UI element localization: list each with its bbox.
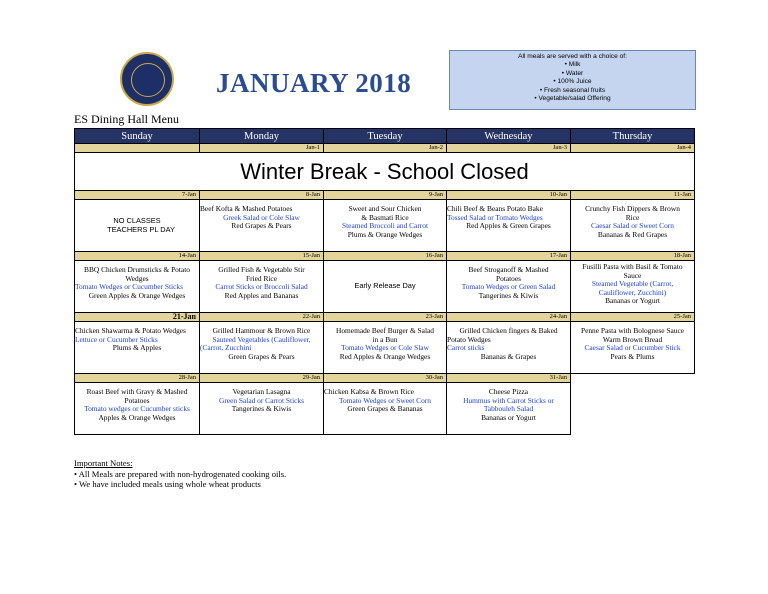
date-cell: 10-Jan bbox=[447, 191, 571, 200]
menu-line: Cheese Pizza bbox=[488, 387, 529, 396]
early-release-label: Early Release Day bbox=[354, 281, 416, 291]
date-row bbox=[75, 191, 695, 200]
date-row bbox=[75, 313, 695, 322]
menu-line: Steamed Vegetable (Carrot, bbox=[591, 279, 674, 289]
notice-item: • 100% Juice bbox=[553, 78, 592, 86]
menu-cell-tuesday bbox=[324, 322, 447, 374]
menu-calendar bbox=[74, 128, 695, 435]
menu-line: Carrot sticks bbox=[447, 344, 485, 353]
notice-item: • Vegetable/salad Offering bbox=[534, 95, 611, 103]
date-row bbox=[75, 252, 695, 261]
menu-line: Hummus with Carrot Sticks or bbox=[463, 395, 554, 405]
meal-notice-box bbox=[449, 50, 696, 110]
menu-line: Red Apples & Orange Wedges bbox=[339, 351, 431, 361]
date-cell: 14-Jan bbox=[75, 252, 200, 261]
note-item: • All Meals are prepared with non-hydrogenated cooking oils. bbox=[74, 468, 287, 479]
menu-line: Plums & Orange Wedges bbox=[347, 229, 423, 239]
menu-cell-tuesday bbox=[324, 200, 447, 252]
menu-line: Sweet and Sour Chicken bbox=[348, 204, 422, 213]
menu-line: Green Apples & Orange Wedges bbox=[88, 290, 186, 300]
menu-line: Steamed Broccoli and Carrot bbox=[342, 221, 428, 231]
day-header-tuesday: Tuesday bbox=[324, 129, 447, 144]
menu-line: Tomato Wedges or Sweet Corn bbox=[339, 395, 431, 405]
empty-date-cell bbox=[571, 374, 695, 383]
menu-line: Grilled Chicken fingers & Baked bbox=[459, 326, 558, 335]
menu-cell-monday bbox=[200, 200, 324, 252]
winter-break-banner: Winter Break - School Closed bbox=[75, 153, 695, 191]
menu-line: Grilled Hammour & Brown Rice bbox=[212, 326, 311, 335]
date-cell: 28-Jan bbox=[75, 374, 200, 383]
menu-line: Roast Beef with Gravy & Mashed bbox=[86, 387, 188, 396]
menu-line: Vegetarian Lasagna bbox=[232, 387, 291, 396]
menu-line: Potatoes bbox=[495, 273, 522, 283]
date-cell: 25-Jan bbox=[571, 313, 695, 322]
date-cell: 15-Jan bbox=[200, 252, 324, 261]
menu-line: Carrot Sticks or Broccoli Salad bbox=[215, 282, 308, 292]
date-cell: 17-Jan bbox=[447, 252, 571, 261]
menu-cell-tuesday bbox=[324, 383, 447, 435]
menu-line: BBQ Chicken Drumsticks & Potato bbox=[84, 265, 190, 274]
day-header-thursday: Thursday bbox=[571, 129, 695, 144]
menu-line: Green Salad or Carrot Sticks bbox=[219, 395, 304, 405]
menu-line: Cauliflower, Zucchini) bbox=[598, 287, 667, 297]
early-release-cell bbox=[324, 261, 447, 313]
school-seal-logo bbox=[120, 52, 174, 106]
menu-cell-thursday bbox=[571, 261, 695, 313]
menu-cell-monday bbox=[200, 261, 324, 313]
menu-line: Crunchy Fish Dippers & Brown bbox=[585, 204, 680, 213]
date-row bbox=[75, 144, 695, 153]
menu-line: Chicken Shawarma & Potato Wedges bbox=[75, 327, 186, 335]
menu-cell-sunday bbox=[75, 322, 200, 374]
menu-cell-wednesday bbox=[447, 383, 571, 435]
menu-cell-thursday bbox=[571, 322, 695, 374]
menu-line: Homemade Beef Burger & Salad bbox=[336, 326, 434, 335]
menu-line: Tomato Wedges or Green Salad bbox=[461, 282, 556, 292]
date-cell bbox=[75, 144, 200, 153]
menu-line: Fusilli Pasta with Basil & Tomato bbox=[582, 262, 683, 271]
menu-line: Carrot, Zucchini) bbox=[200, 344, 252, 353]
menu-line: in a Bun bbox=[372, 334, 398, 344]
date-cell: 30-Jan bbox=[324, 374, 447, 383]
date-cell: Jan-1 bbox=[200, 144, 324, 153]
menu-row bbox=[75, 383, 695, 435]
menu-line: Penne Pasta with Bolognese Sauce bbox=[580, 326, 685, 335]
menu-line: Tomato wedges or Cucumber sticks bbox=[84, 404, 190, 414]
menu-line: Greek Salad or Cole Slaw bbox=[223, 212, 300, 222]
date-cell: 11-Jan bbox=[571, 191, 695, 200]
menu-line: Beef Stroganoff & Mashed bbox=[468, 265, 549, 274]
menu-cell-thursday bbox=[571, 200, 695, 252]
menu-cell-wednesday bbox=[447, 322, 571, 374]
notice-item: • Fresh seasonal fruits bbox=[539, 86, 606, 94]
menu-cell-wednesday bbox=[447, 261, 571, 313]
menu-line: Potatoes bbox=[124, 395, 150, 405]
menu-line: Red Grapes & Pears bbox=[231, 221, 292, 231]
notice-item: • Milk bbox=[564, 61, 581, 69]
menu-line: Beef Kofta & Mashed Potatoes bbox=[200, 205, 293, 213]
menu-line: Pears & Plums bbox=[610, 351, 655, 361]
menu-cell-monday bbox=[200, 322, 324, 374]
menu-line: Green Grapes & Bananas bbox=[347, 404, 423, 414]
menu-line: Tomato Wedges or Cucumber Sticks bbox=[75, 283, 183, 292]
important-notes bbox=[74, 458, 286, 490]
date-cell: 23-Jan bbox=[324, 313, 447, 322]
day-header-monday: Monday bbox=[200, 129, 324, 144]
date-cell: 21-Jan bbox=[75, 313, 200, 322]
menu-line: Sauteed Vegetables (Cauliflower, bbox=[212, 334, 311, 344]
date-cell: 7-Jan bbox=[75, 191, 200, 200]
menu-line: Sauce bbox=[623, 270, 642, 280]
date-cell: 24-Jan bbox=[447, 313, 571, 322]
date-cell: 29-Jan bbox=[200, 374, 324, 383]
menu-line: Red Apples & Green Grapes bbox=[466, 221, 551, 231]
date-cell: 9-Jan bbox=[324, 191, 447, 200]
menu-line: TEACHERS PL DAY bbox=[107, 224, 175, 234]
menu-line: Bananas & Grapes bbox=[480, 351, 537, 361]
menu-line: Bananas or Yogurt bbox=[481, 412, 536, 422]
date-cell: 18-Jan bbox=[571, 252, 695, 261]
menu-line: Tangerines & Kiwis bbox=[231, 404, 292, 414]
menu-row bbox=[75, 261, 695, 313]
date-cell: Jan-3 bbox=[447, 144, 571, 153]
menu-line: Chicken Kabsa & Brown Rice bbox=[324, 388, 414, 396]
menu-row bbox=[75, 200, 695, 252]
menu-line: Rice bbox=[625, 212, 640, 222]
day-header-sunday: Sunday bbox=[75, 129, 200, 144]
menu-line: Tabbouleh Salad bbox=[483, 404, 534, 414]
weekday-header-row bbox=[75, 129, 695, 144]
menu-line: Green Grapes & Pears bbox=[228, 351, 295, 361]
empty-menu-cell bbox=[571, 383, 695, 435]
notes-heading: Important Notes: bbox=[74, 458, 133, 468]
menu-line: Tossed Salad or Tomato Wedges bbox=[447, 213, 543, 222]
menu-cell-sunday bbox=[75, 383, 200, 435]
page-title: JANUARY 2018 bbox=[216, 68, 412, 98]
menu-cell-wednesday bbox=[447, 200, 571, 252]
note-item: • We have included meals using whole wheat products bbox=[74, 479, 261, 489]
menu-line: Lettuce or Cucumber Sticks bbox=[75, 335, 158, 344]
notice-item: • Water bbox=[561, 69, 584, 77]
date-cell: 16-Jan bbox=[324, 252, 447, 261]
date-cell: 22-Jan bbox=[200, 313, 324, 322]
menu-line: Red Apples and Bananas bbox=[224, 290, 299, 300]
menu-line: Caesar Salad or Sweet Corn bbox=[591, 221, 674, 231]
menu-line: Wedges bbox=[125, 273, 149, 283]
menu-subtitle: ES Dining Hall Menu bbox=[74, 112, 179, 126]
date-cell: Jan-2 bbox=[324, 144, 447, 153]
menu-cell-sunday bbox=[75, 261, 200, 313]
menu-cell-sunday bbox=[75, 200, 200, 252]
notice-heading: All meals are served with a choice of: bbox=[518, 53, 627, 60]
menu-line: Caesar Salad or Cucumber Stick bbox=[584, 343, 681, 353]
menu-line: Tomato Wedges or Cole Slaw bbox=[341, 343, 429, 353]
date-row bbox=[75, 374, 695, 383]
menu-line: Plums & Apples bbox=[112, 343, 162, 353]
menu-line: NO CLASSES bbox=[113, 215, 161, 225]
date-cell: 31-Jan bbox=[447, 374, 571, 383]
menu-line: Tangerines & Kiwis bbox=[478, 290, 539, 300]
winter-break-row bbox=[75, 153, 695, 191]
menu-line: Warm Brown Bread bbox=[602, 334, 663, 344]
menu-line: Bananas & Red Grapes bbox=[597, 229, 668, 239]
menu-line: Apples & Orange Wedges bbox=[98, 412, 176, 422]
menu-line: & Basmati Rice bbox=[361, 212, 409, 222]
menu-line: Bananas or Yogurt bbox=[605, 296, 660, 306]
menu-line: Potato Wedges bbox=[447, 335, 491, 344]
menu-line: Grilled Fish & Vegetable Stir bbox=[218, 265, 305, 274]
menu-row bbox=[75, 322, 695, 374]
date-cell: 8-Jan bbox=[200, 191, 324, 200]
menu-cell-monday bbox=[200, 383, 324, 435]
menu-line: Chili Beef & Beans Potato Bake bbox=[447, 205, 543, 213]
date-cell: Jan-4 bbox=[571, 144, 695, 153]
menu-line: Fried Rice bbox=[246, 273, 277, 283]
day-header-wednesday: Wednesday bbox=[447, 129, 571, 144]
